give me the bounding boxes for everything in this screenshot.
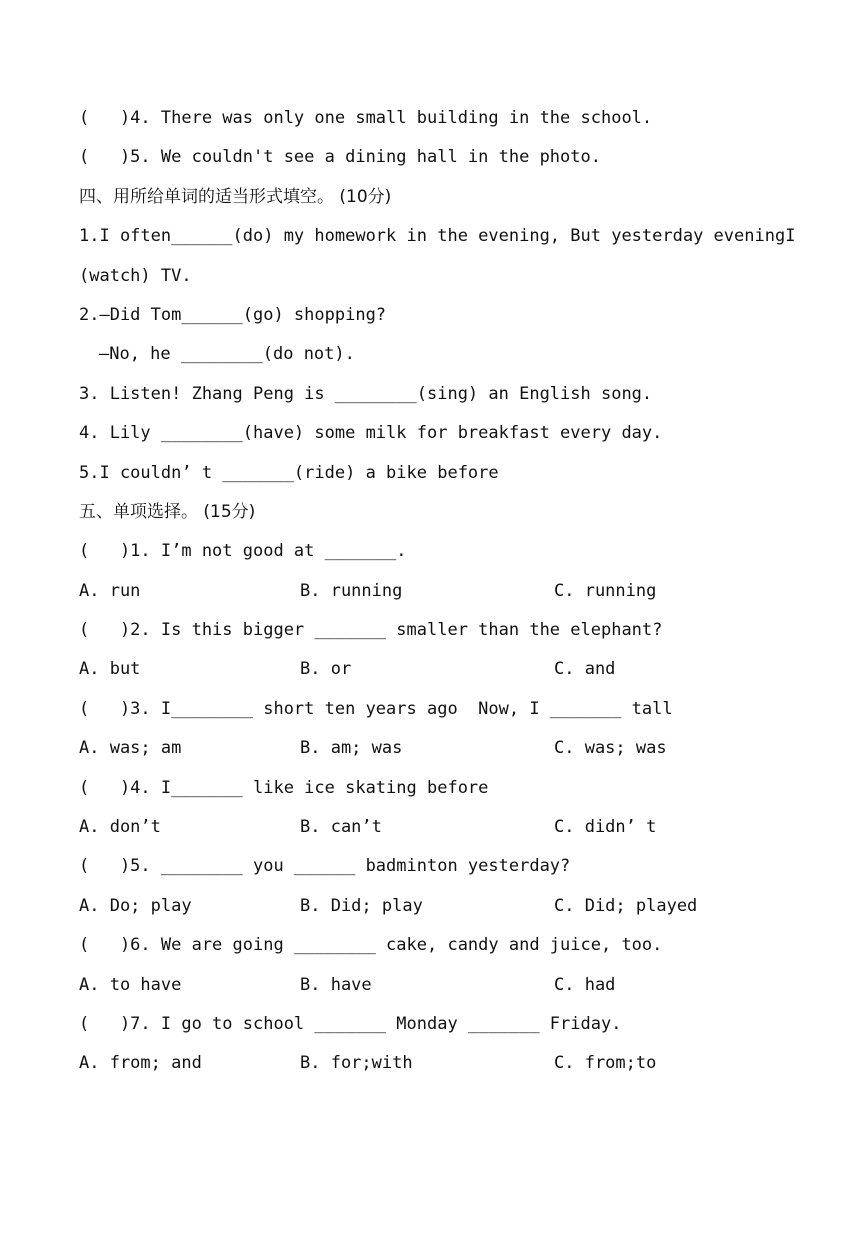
- option-a: A. Do; play: [79, 895, 192, 916]
- section-5-heading: 五、单项选择。 (15分): [79, 501, 256, 522]
- option-c: C. was; was: [554, 738, 667, 759]
- option-b: B. can’t: [300, 817, 382, 838]
- fill-question-1-text: 1.I often______(do) my homework in the evening, But yesterday evening: [79, 226, 786, 247]
- choice-options: [79, 729, 789, 768]
- question-3-5: ( )5. We couldn't see a dining hall in the photo.: [79, 147, 601, 168]
- choice-question-stem: ( )1. I’m not good at _______.: [79, 541, 407, 562]
- option-c: C. Did; played: [554, 895, 698, 916]
- choice-question-stem: ( )5. ________ you ______ badminton yesterday?: [79, 856, 571, 877]
- option-c: C. didn’ t: [554, 817, 657, 838]
- fill-question-3: 3. Listen! Zhang Peng is ________(sing) an English song.: [79, 383, 653, 404]
- fill-question-4: 4. Lily ________(have) some milk for breakfast every day.: [79, 423, 663, 444]
- option-a: A. but: [79, 659, 141, 680]
- option-b: B. Did; play: [300, 895, 423, 916]
- fill-question-1-line-2: (watch) TV.: [79, 265, 192, 286]
- fill-question-1-line-1: [79, 217, 796, 256]
- choice-options: [79, 650, 789, 689]
- choice-question-stem: ( )3. I________ short ten years ago Now, I _______ tall: [79, 698, 673, 719]
- option-c: C. running: [554, 580, 657, 601]
- question-3-4: ( )4. There was only one small building in the school.: [79, 108, 653, 128]
- option-b: B. for;with: [300, 1053, 413, 1074]
- choice-question-stem: ( )6. We are going ________ cake, candy and juice, too.: [79, 935, 663, 956]
- choice-options: [79, 572, 789, 611]
- option-a: A. was; am: [79, 738, 182, 759]
- option-c: C. and: [554, 659, 616, 680]
- section-4-heading: 四、用所给单词的适当形式填空。 (10分): [79, 186, 392, 207]
- choice-options: [79, 1044, 789, 1083]
- option-a: A. from; and: [79, 1053, 202, 1074]
- choice-options: [79, 966, 789, 1005]
- fill-question-2-line-1: 2.—Did Tom______(go) shopping?: [79, 304, 387, 325]
- worksheet-page: [79, 99, 796, 1084]
- option-b: B. running: [300, 580, 403, 601]
- choice-question-stem: ( )7. I go to school _______ Monday _______ Friday.: [79, 1013, 622, 1034]
- choice-options: [79, 808, 789, 847]
- option-c: C. from;to: [554, 1053, 657, 1074]
- option-b: B. or: [300, 659, 352, 680]
- option-b: B. am; was: [300, 738, 403, 759]
- fill-question-2-line-2: —No, he ________(do not).: [99, 344, 355, 365]
- option-a: A. run: [79, 580, 141, 601]
- choice-options: [79, 887, 789, 926]
- option-b: B. have: [300, 974, 372, 995]
- choice-question-stem: ( )2. Is this bigger _______ smaller than the elephant?: [79, 620, 663, 641]
- fill-question-1-pronoun: I: [785, 226, 796, 247]
- choice-question-stem: ( )4. I_______ like ice skating before: [79, 777, 489, 798]
- option-c: C. had: [554, 974, 616, 995]
- option-a: A. don’t: [79, 817, 161, 838]
- option-a: A. to have: [79, 974, 182, 995]
- fill-question-5: 5.I couldn’ t _______(ride) a bike before: [79, 462, 499, 483]
